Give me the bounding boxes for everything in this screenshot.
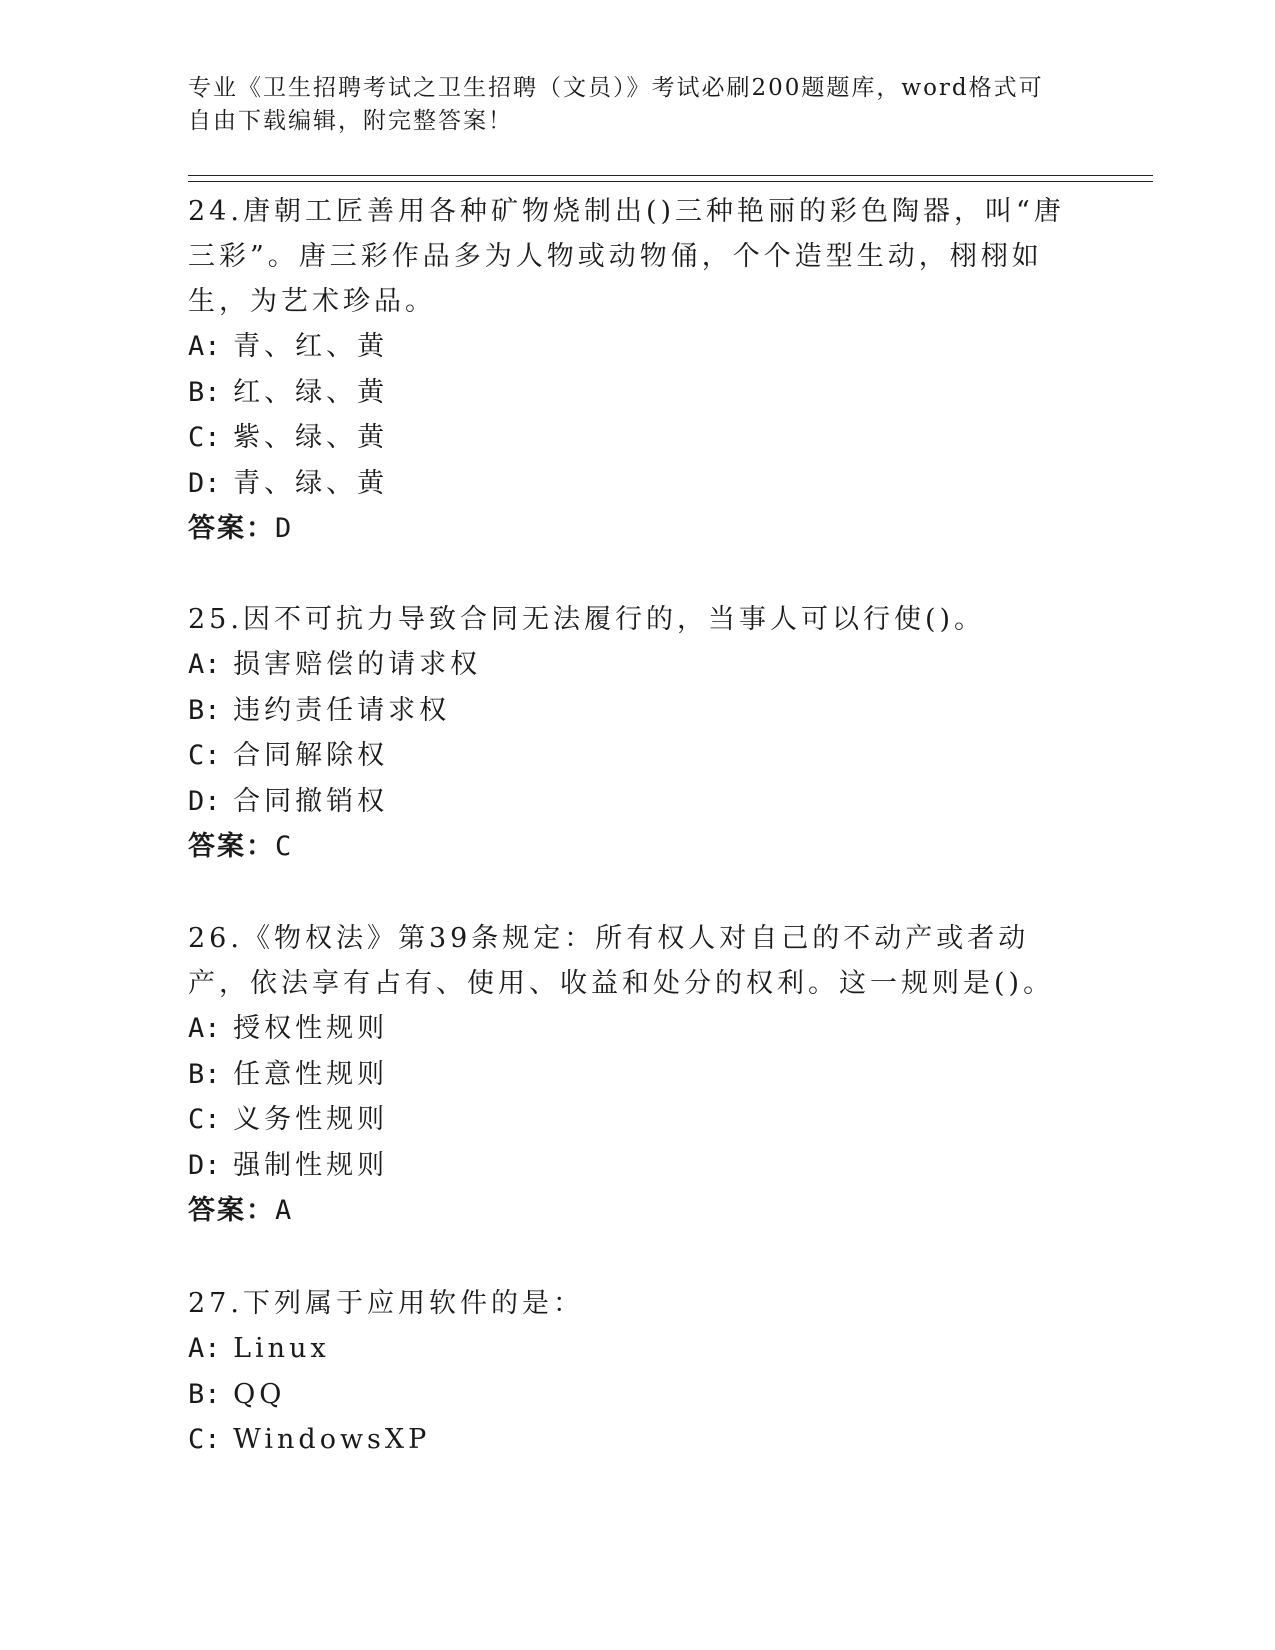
option-a (188, 1326, 1088, 1372)
option-b (188, 1052, 1088, 1098)
option-label: D: (188, 467, 221, 499)
option-label: C: (188, 740, 221, 771)
option-label: D: (188, 785, 221, 817)
option-text: 合同撤销权 (233, 785, 389, 817)
answer-value: D (275, 513, 292, 544)
question-stem: 26.《物权法》第39条规定：所有权人对自己的不动产或者动产，依法享有占有、使用、收益和处分的权利。这一规则是()。 (188, 923, 1055, 999)
answer-line (188, 1188, 1088, 1234)
question-24 (188, 189, 1088, 552)
option-a (188, 642, 1088, 688)
option-text: 违约责任请求权 (233, 694, 451, 726)
question-stem: 27.下列属于应用软件的是： (188, 1288, 584, 1319)
option-text: 紫、绿、黄 (233, 422, 389, 453)
answer-value: C (275, 831, 292, 862)
option-c (188, 415, 1088, 461)
option-b (188, 688, 1088, 734)
option-label: B: (188, 694, 221, 726)
answer-label: 答案： (188, 1195, 275, 1226)
option-label: A: (188, 649, 221, 680)
option-label: B: (188, 1058, 221, 1090)
option-d (188, 461, 1088, 507)
option-text: 授权性规则 (233, 1013, 389, 1044)
option-a (188, 1006, 1088, 1052)
option-text: Linux (233, 1333, 330, 1364)
answer-label: 答案： (188, 831, 275, 862)
option-label: A: (188, 1333, 221, 1364)
header-divider-bottom (188, 181, 1153, 182)
option-d (188, 779, 1088, 825)
question-25 (188, 597, 1088, 870)
option-label: C: (188, 1104, 221, 1135)
answer-line (188, 506, 1088, 552)
question-stem: 25.因不可抗力导致合同无法履行的，当事人可以行使()。 (188, 604, 986, 635)
document-header: 专业《卫生招聘考试之卫生招聘（文员）》考试必刷200题题库，word格式可自由下载编辑，附完整答案！ (188, 75, 1044, 134)
option-text: WindowsXP (233, 1424, 431, 1455)
option-c (188, 733, 1088, 779)
option-d (188, 1143, 1088, 1189)
question-27 (188, 1281, 1088, 1463)
option-label: B: (188, 1378, 221, 1410)
answer-line (188, 824, 1088, 870)
header-divider-top (188, 175, 1153, 176)
option-text: 强制性规则 (233, 1149, 389, 1181)
option-b (188, 1372, 1088, 1418)
option-c (188, 1097, 1088, 1143)
option-label: D: (188, 1149, 221, 1181)
option-text: QQ (233, 1378, 286, 1410)
answer-label: 答案： (188, 513, 275, 544)
option-text: 红、绿、黄 (233, 376, 389, 408)
option-b (188, 370, 1088, 416)
option-label: A: (188, 1013, 221, 1044)
option-text: 青、绿、黄 (233, 467, 389, 499)
option-label: A: (188, 331, 221, 362)
option-c (188, 1417, 1088, 1463)
question-26 (188, 916, 1088, 1234)
option-text: 损害赔偿的请求权 (233, 649, 482, 680)
option-text: 合同解除权 (233, 740, 389, 771)
option-label: B: (188, 376, 221, 408)
option-text: 义务性规则 (233, 1104, 389, 1135)
question-stem: 24.唐朝工匠善用各种矿物烧制出()三种艳丽的彩色陶器，叫“唐三彩”。唐三彩作品多为人物或动物俑，个个造型生动，栩栩如生，为艺术珍品。 (188, 196, 1065, 317)
option-label: C: (188, 422, 221, 453)
option-text: 青、红、黄 (233, 331, 389, 362)
answer-value: A (275, 1195, 292, 1226)
option-label: C: (188, 1424, 221, 1455)
option-a (188, 324, 1088, 370)
option-text: 任意性规则 (233, 1058, 389, 1090)
